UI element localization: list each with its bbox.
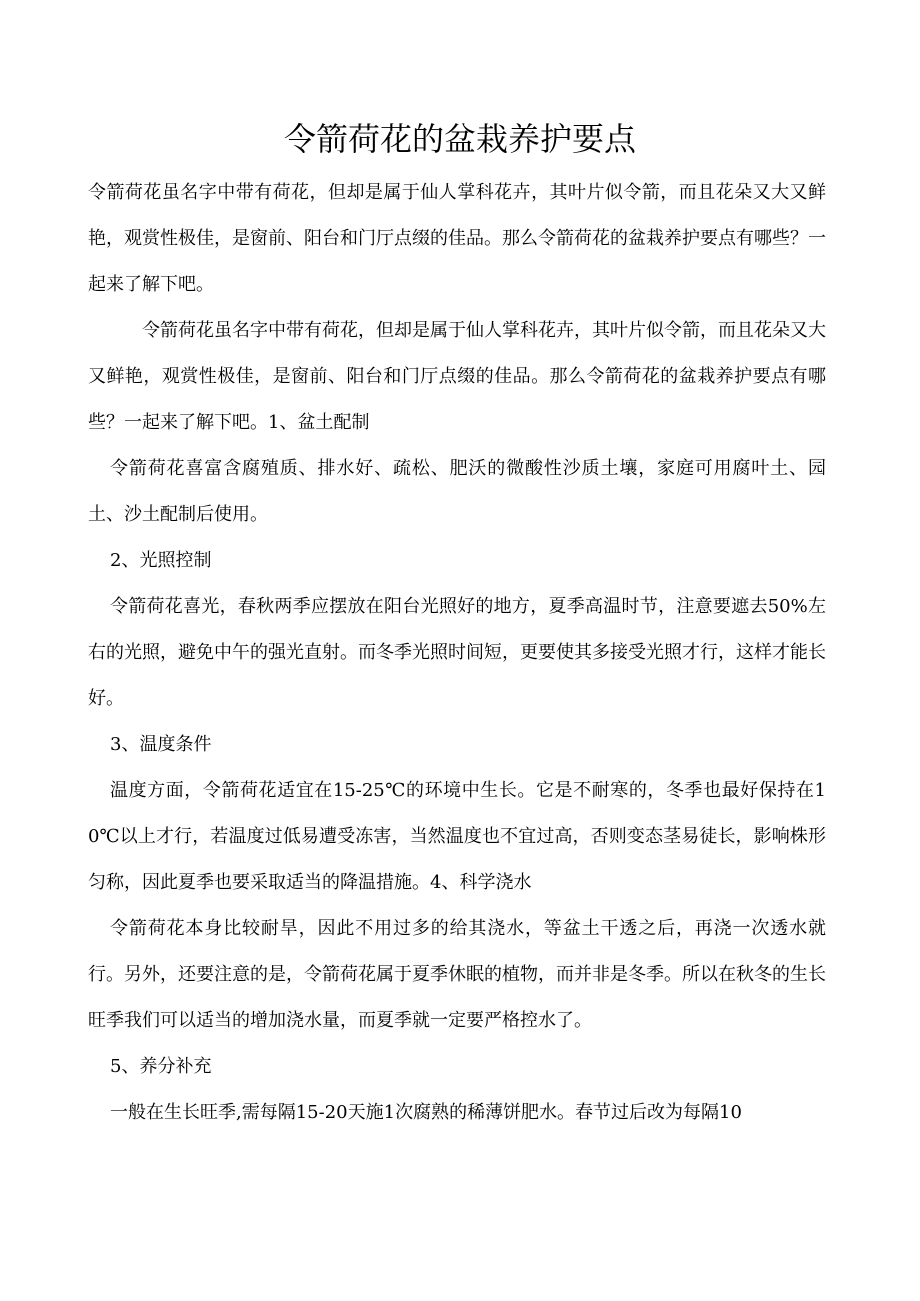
document-title: 令箭荷花的盆栽养护要点	[283, 120, 636, 158]
document-body	[88, 170, 826, 1136]
paragraph-temperature: 温度方面，令箭荷花适宜在15-25℃的环境中生长。它是不耐寒的，冬季也最好保持在10℃以上才行，若温度过低易遭受冻害，当然温度也不宜过高，否则变态茎易徒长，影响株形匀称，因此夏季也要采取适当的降温措施。4、科学浇水	[88, 780, 826, 893]
section-heading-temperature: 3、温度条件	[110, 734, 212, 755]
paragraph-nutrients: 一般在生长旺季,需每隔15-20天施1次腐熟的稀薄饼肥水。春节过后改为每隔10	[110, 1102, 742, 1123]
paragraph-intro-repeat: 令箭荷花虽名字中带有荷花，但却是属于仙人掌科花卉，其叶片似令箭，而且花朵又大又鲜艳，观赏性极佳，是窗前、阳台和门厅点缀的佳品。那么令箭荷花的盆栽养护要点有哪些？一起来了解下吧。1、盆土配制	[88, 320, 826, 433]
section-heading-nutrients: 5、养分补充	[110, 1056, 212, 1077]
paragraph-intro: 令箭荷花虽名字中带有荷花，但却是属于仙人掌科花卉，其叶片似令箭，而且花朵又大又鲜艳，观赏性极佳，是窗前、阳台和门厅点缀的佳品。那么令箭荷花的盆栽养护要点有哪些？一起来了解下吧。	[88, 182, 826, 295]
paragraph-watering: 令箭荷花本身比较耐旱，因此不用过多的给其浇水，等盆土干透之后，再浇一次透水就行。另外，还要注意的是，令箭荷花属于夏季休眠的植物，而并非是冬季。所以在秋冬的生长旺季我们可以适当的增加浇水量，而夏季就一定要严格控水了。	[88, 918, 826, 1031]
paragraph-light: 令箭荷花喜光，春秋两季应摆放在阳台光照好的地方，夏季高温时节，注意要遮去50%左右的光照，避免中午的强光直射。而冬季光照时间短，更要使其多接受光照才行，这样才能长好。	[88, 596, 826, 709]
paragraph-soil: 令箭荷花喜富含腐殖质、排水好、疏松、肥沃的微酸性沙质土壤，家庭可用腐叶土、园土、沙土配制后使用。	[88, 458, 826, 525]
section-heading-light: 2、光照控制	[110, 550, 212, 571]
